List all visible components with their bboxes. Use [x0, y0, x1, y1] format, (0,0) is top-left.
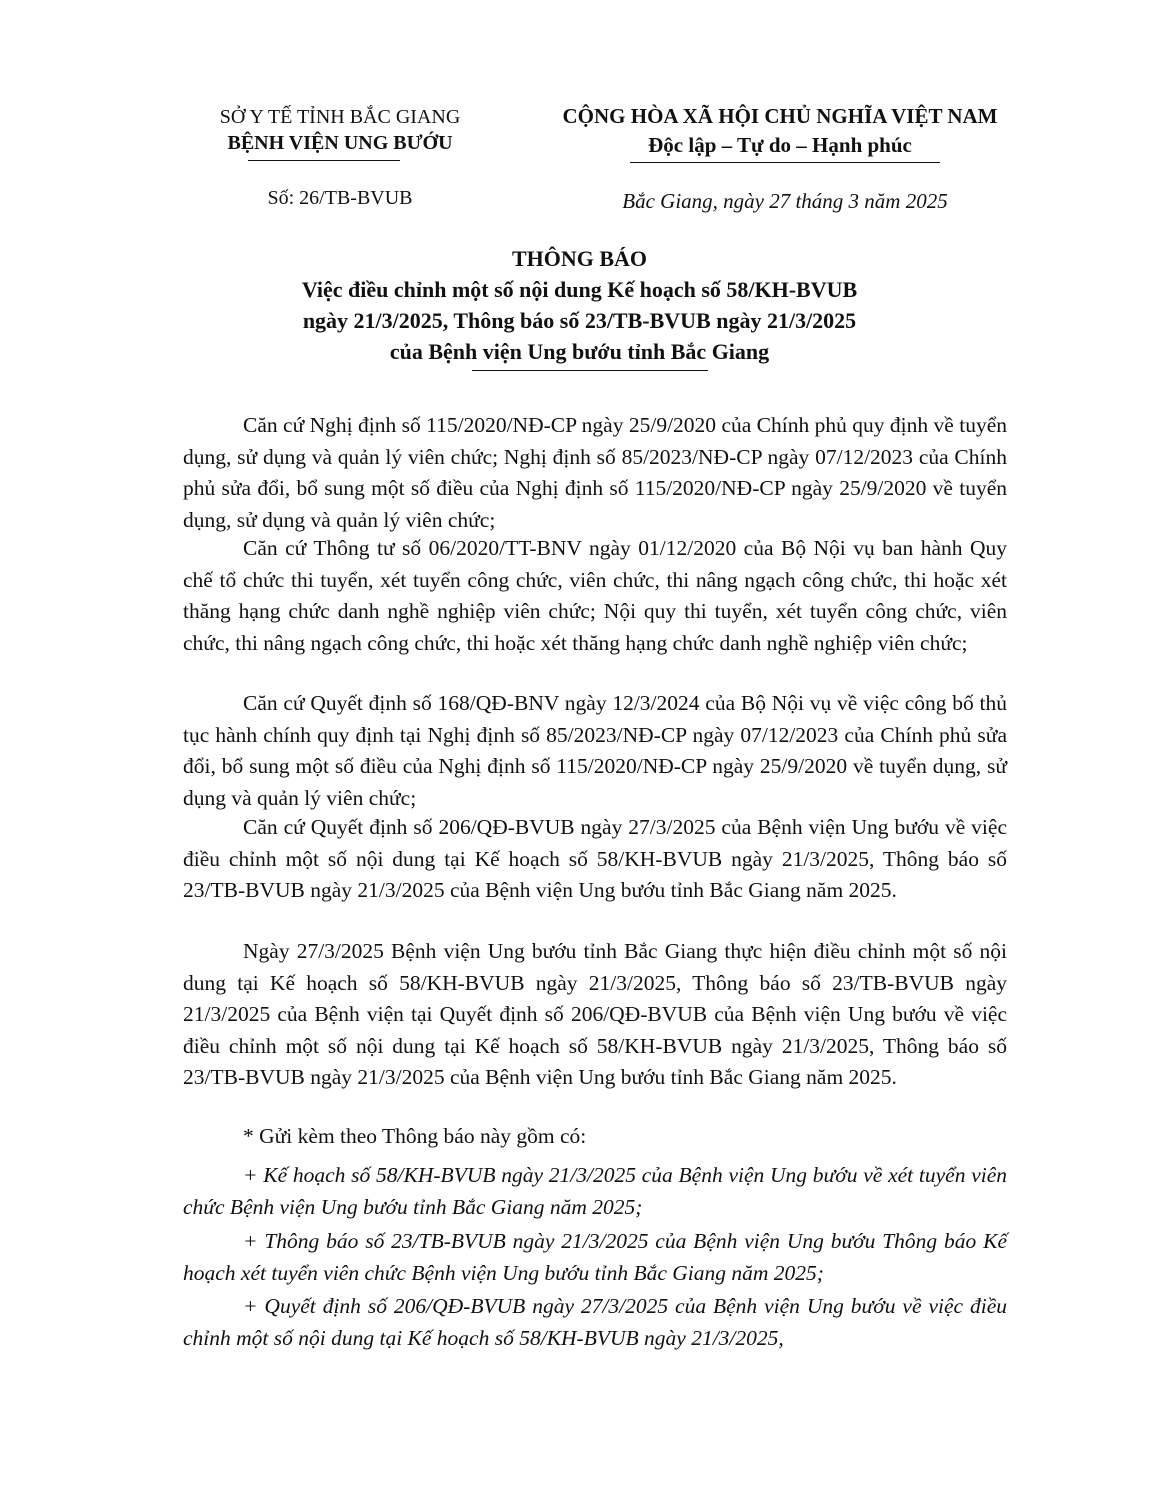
place-date: Bắc Giang, ngày 27 tháng 3 năm 2025	[622, 189, 948, 213]
paragraph-legal-basis-2: Căn cứ Thông tư số 06/2020/TT-BNV ngày 01/12/2020 của Bộ Nội vụ ban hành Quy chế tổ chức thi tuyển, xét tuyển công chức, viên chức, thi nâng ngạch công chức, thi hoặc xét thăng hạng chức danh nghề nghiệp viên chức; Nội quy thi tuyển, xét tuyển công chức, viên chức, thi nâng ngạch công chức, thi hoặc xét thăng hạng chức danh nghề nghiệp viên chức;	[183, 536, 1007, 655]
attachment-item-2: + Thông báo số 23/TB-BVUB ngày 21/3/2025 của Bệnh viện Ung bướu Thông báo Kế hoạch xét tuyển viên chức Bệnh viện Ung bướu tỉnh Bắc Giang năm 2025;	[183, 1229, 1007, 1285]
paragraph-legal-basis-1: Căn cứ Nghị định số 115/2020/NĐ-CP ngày 25/9/2020 của Chính phủ quy định về tuyển dụng, sử dụng và quản lý viên chức; Nghị định số 85/2023/NĐ-CP ngày 07/12/2023 của Chính phủ sửa đổi, bổ sung một số điều của Nghị định số 115/2020/NĐ-CP ngày 25/9/2020 về tuyển dụng, sử dụng và quản lý viên chức;	[183, 413, 1007, 532]
nation-line-2: Độc lập – Tự do – Hạnh phúc	[648, 133, 912, 157]
nation-underline	[630, 162, 940, 163]
document-number: Số: 26/TB-BVUB	[267, 187, 413, 209]
nation-line-1: CỘNG HÒA XÃ HỘI CHỦ NGHĨA VIỆT NAM	[562, 104, 998, 128]
agency-line-2: BỆNH VIỆN UNG BƯỚU	[227, 132, 453, 154]
attachment-item-3: + Quyết định số 206/QĐ-BVUB ngày 27/3/2025 của Bệnh viện Ung bướu về việc điều chỉnh một số nội dung tại Kế hoạch số 58/KH-BVUB ngày 21/3/2025,	[183, 1294, 1007, 1350]
paragraph-adjustment: Ngày 27/3/2025 Bệnh viện Ung bướu tỉnh Bắc Giang thực hiện điều chỉnh một số nội dung tại Kế hoạch số 58/KH-BVUB ngày 21/3/2025, Thông báo số 23/TB-BVUB ngày 21/3/2025 của Bệnh viện tại Quyết định số 206/QĐ-BVUB của Bệnh viện Ung bướu về việc điều chỉnh một số nội dung tại Kế hoạch số 58/KH-BVUB ngày 21/3/2025, Thông báo số 23/TB-BVUB ngày 21/3/2025 của Bệnh viện Ung bướu tỉnh Bắc Giang năm 2025.	[183, 939, 1007, 1089]
attachment-item-1: + Kế hoạch số 58/KH-BVUB ngày 21/3/2025 của Bệnh viện Ung bướu về xét tuyển viên chức Bệnh viện Ung bướu tỉnh Bắc Giang năm 2025;	[183, 1163, 1007, 1219]
title-line-2: ngày 21/3/2025, Thông báo số 23/TB-BVUB ngày 21/3/2025	[302, 308, 857, 333]
agency-underline	[248, 160, 400, 161]
title-underline	[472, 370, 708, 371]
paragraph-legal-basis-3: Căn cứ Quyết định số 168/QĐ-BNV ngày 12/3/2024 của Bộ Nội vụ về việc công bố thủ tục hành chính quy định tại Nghị định số 85/2023/NĐ-CP ngày 07/12/2023 của Chính phủ sửa đổi, bổ sung một số điều của Nghị định số 115/2020/NĐ-CP ngày 25/9/2020 về tuyển dụng, sử dụng và quản lý viên chức;	[183, 691, 1007, 810]
title-line-3: của Bệnh viện Ung bướu tỉnh Bắc Giang	[389, 339, 770, 364]
document-heading: THÔNG BÁO	[511, 246, 648, 271]
paragraph-legal-basis-4: Căn cứ Quyết định số 206/QĐ-BVUB ngày 27/3/2025 của Bệnh viện Ung bướu về việc điều chỉnh một số nội dung tại Kế hoạch số 58/KH-BVUB ngày 21/3/2025, Thông báo số 23/TB-BVUB ngày 21/3/2025 của Bệnh viện Ung bướu tỉnh Bắc Giang năm 2025.	[183, 815, 1007, 902]
title-line-1: Việc điều chỉnh một số nội dung Kế hoạch số 58/KH-BVUB	[301, 277, 858, 302]
paragraph-attachments-intro: * Gửi kèm theo Thông báo này gồm có:	[243, 1124, 587, 1148]
agency-line-1: SỞ Y TẾ TỈNH BẮC GIANG	[219, 106, 461, 128]
